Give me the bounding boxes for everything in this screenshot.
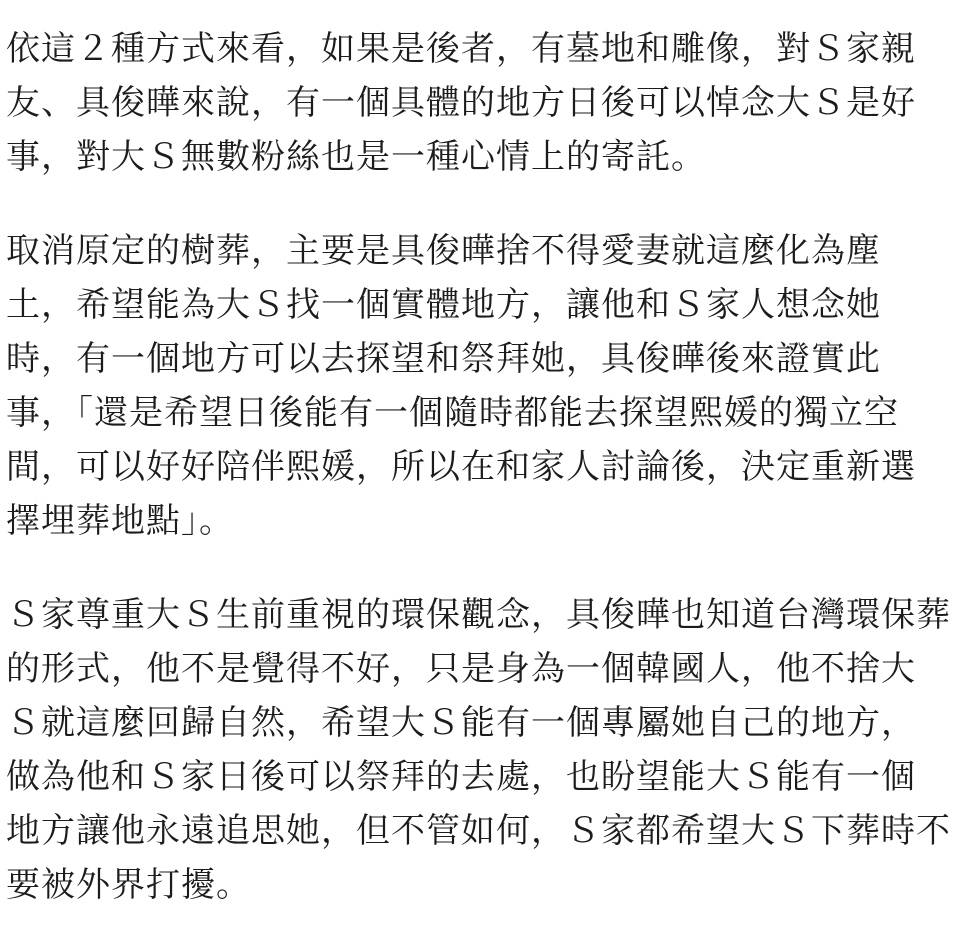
text-line: 地方讓他永遠追思她，但不管如何，Ｓ家都希望大Ｓ下葬時不 (6, 811, 951, 851)
text-line: 取消原定的樹葬，主要是具俊曄捨不得愛妻就這麼化為塵 (6, 231, 881, 271)
text-line: 事，對大Ｓ無數粉絲也是一種心情上的寄託。 (6, 137, 706, 177)
text-line: Ｓ就這麼回歸自然，希望大Ｓ能有一個專屬她自己的地方， (6, 703, 916, 743)
text-line: 間，可以好好陪伴熙媛，所以在和家人討論後，決定重新選 (6, 447, 916, 487)
text-line: 做為他和Ｓ家日後可以祭拜的去處，也盼望能大Ｓ能有一個 (6, 757, 916, 797)
paragraph-3 (6, 588, 958, 912)
text-line: 擇埋葬地點」。 (6, 501, 234, 541)
text-line: 友、具俊曄來說，有一個具體的地方日後可以悼念大Ｓ是好 (6, 83, 916, 123)
text-line: 事，「還是希望日後能有一個隨時都能去探望熙媛的獨立空 (6, 393, 899, 433)
paragraph-2 (6, 224, 958, 548)
article-body (6, 22, 958, 952)
text-line: 的形式，他不是覺得不好，只是身為一個韓國人，他不捨大 (6, 649, 916, 689)
paragraph-1 (6, 22, 958, 184)
text-line: Ｓ家尊重大Ｓ生前重視的環保觀念，具俊曄也知道台灣環保葬 (6, 595, 951, 635)
text-line: 依這２種方式來看，如果是後者，有墓地和雕像，對Ｓ家親 (6, 29, 916, 69)
text-line: 時，有一個地方可以去探望和祭拜她，具俊曄後來證實此 (6, 339, 881, 379)
text-line: 要被外界打擾。 (6, 865, 251, 905)
text-line: 土，希望能為大Ｓ找一個實體地方，讓他和Ｓ家人想念她 (6, 285, 881, 325)
